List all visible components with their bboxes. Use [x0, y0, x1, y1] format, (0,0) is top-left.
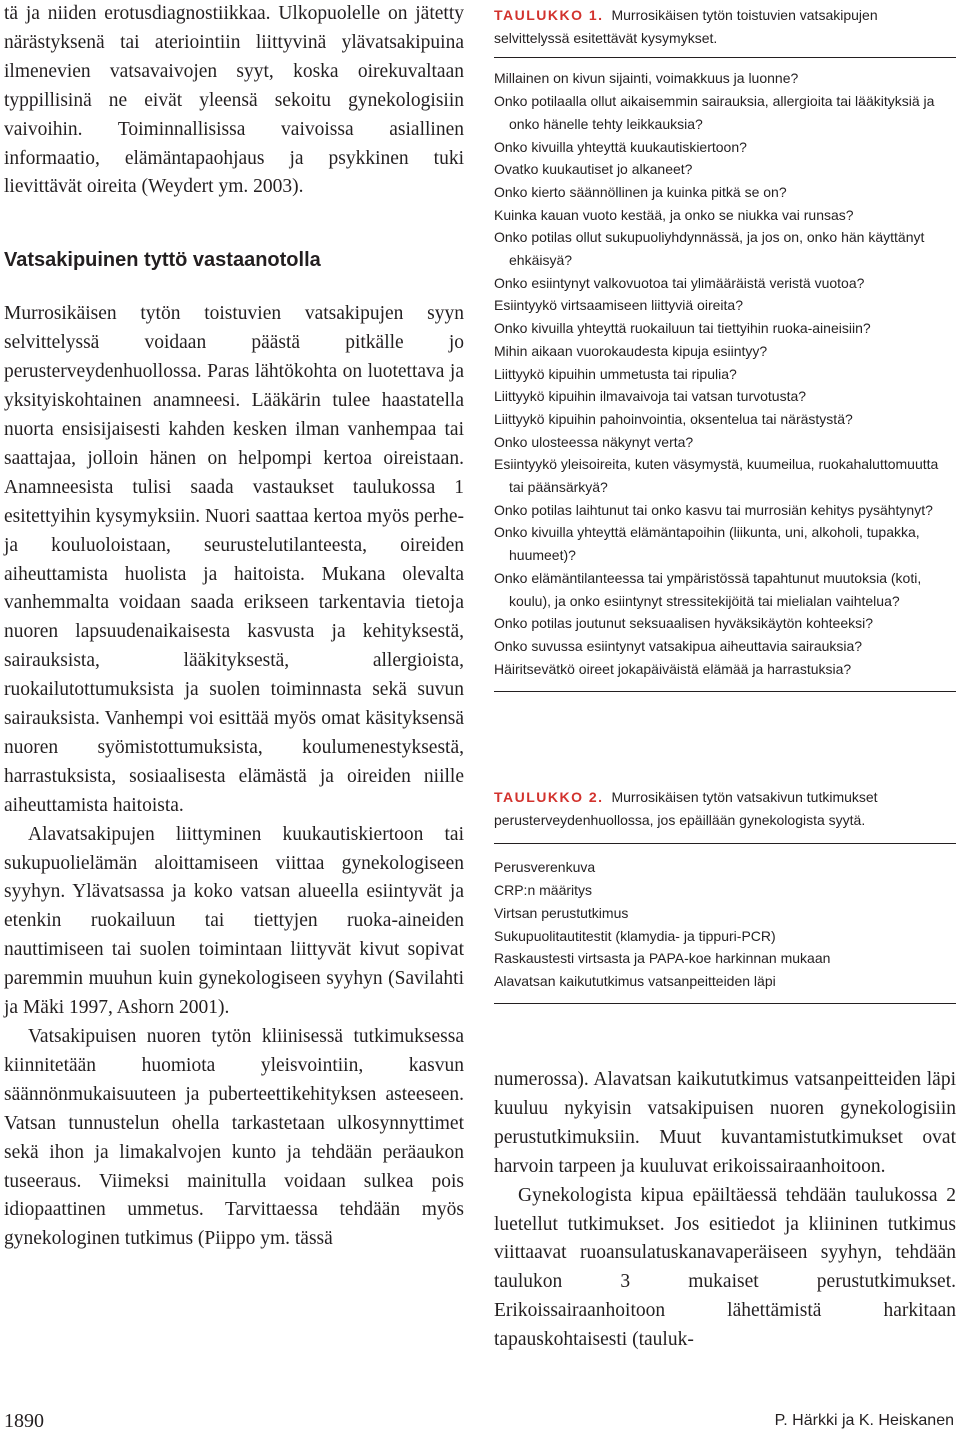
- table-item: Onko ulosteessa näkynyt verta?: [494, 433, 694, 450]
- table-item: Perusverenkuva: [494, 859, 596, 876]
- body-paragraph: Murrosikäisen tytön toistuvien vatsakipujen syyn selvittelyssä voidaan päästä pitkälle jo perusterveydenhuollossa. Paras lähtökohta on luotettava ja yksityiskohtainen anamneesi. Lääkärin tulee haastatella nuorta ensisijaisesti kahden kesken ilman vanhempaa tai saattajaa, jolloin hänen on helpompi kertoa oireistaan. Anamneesista tulisi saada vastaukset taulukossa 1 esitettyihin kysymyksiin. Nuori saattaa kertoa myös perhe- ja kouluoloistaan, seurustelutilanteesta, oireiden aiheuttamista huolista ja haitoista. Mukana olevalta vanhemmalta voidaan saada erikseen tarkentavia tietoja nuoren lapsuudenaikaisesta kasvusta ja kehityksestä, sairauksista, lääkityksestä, allergioista, ruokailutottumuksista ja suolen toiminnasta sekä suvun sairauksista. Vanhempi voi esittää myös omat käsityksensä nuoren syömistottumuksista, koulumenestyksestä, harrastuksista, sosiaalisesta elämästä ja oireiden niille aiheuttamista haitoista.: [4, 303, 464, 816]
- table-item: Onko kivuilla yhteyttä elämäntapoihin (liikunta, uni, alkoholi, tupakka, huumeet)?: [494, 524, 920, 564]
- table-label: TAULUKKO 2.: [494, 789, 604, 805]
- table-item: Raskaustesti virtsasta ja PAPA-koe harkinnan mukaan: [494, 950, 831, 967]
- table-item: Alavatsan kaikututkimus vatsanpeitteiden läpi: [494, 972, 776, 989]
- table-item: Ovatko kuukautiset jo alkaneet?: [494, 161, 693, 178]
- table-item: Onko suvussa esiintynyt vatsakipua aiheuttavia sairauksia?: [494, 637, 863, 654]
- table-bottom-rule: [494, 691, 956, 692]
- table-item: Sukupuolitautitestit (klamydia- ja tippuri-PCR): [494, 927, 776, 944]
- body-paragraph: Vatsakipuisen nuoren tytön kliinisessä tutkimuksessa kiinnitetään huomiota yleisvointiin, kasvun säännönmukaisuuteen ja puberteettikehityksen asteeseen. Vatsan tunnustelun ohella tarkastetaan ulkosynnyttimet sekä ihon ja limakalvojen kunto ja tehdään peräaukon tuseeraus. Viimeksi mainitulla voidaan sulkea pois idiopaattinen ummetus. Tarvittaessa tehdään myös gynekologinen tutkimus (Piippo ym. tässä: [4, 1026, 464, 1250]
- table-item: CRP:n määritys: [494, 882, 593, 899]
- table-item: Onko kivuilla yhteyttä kuukautiskiertoon?: [494, 138, 747, 155]
- table-item: Esiintyykö virtsaamiseen liittyviä oireita?: [494, 297, 743, 314]
- table-item: Onko potilas laihtunut tai onko kasvu tai murrosiän kehitys pysähtynyt?: [494, 501, 933, 518]
- table-item: Onko elämäntilanteessa tai ympäristössä tapahtunut muutoksia (koti, koulu), ja onko esiintynyt stressitekijöitä tai mielialan vaihtelua?: [494, 569, 922, 609]
- body-paragraph: Alavatsakipujen liittyminen kuukautiskiertoon tai sukupuolielämän aloittamiseen viittaa gynekologiseen syyhyn. Ylävatsassa ja koko vatsan alueella esiintyvät ja etenkin ruokailuun tai tiettyjen ruoka-aineiden nauttimiseen tai suolen toimintaan liittyvät kivut sopivat paremmin muuhun kuin gynekologiseen syyhyn (Savilahti ja Mäki 1997, Ashorn 2001).: [4, 823, 464, 1019]
- table-caption: [494, 4, 956, 57]
- table-item: Onko kierto säännöllinen ja kuinka pitkä se on?: [494, 183, 787, 200]
- author-credit: P. Härkki ja K. Heiskanen: [774, 1412, 954, 1429]
- table-1-items: [494, 58, 956, 691]
- table-1: [494, 4, 956, 692]
- table-label: TAULUKKO 1.: [494, 7, 604, 23]
- table-item: Virtsan perustutkimus: [494, 904, 629, 921]
- table-item: Liittyykö kipuihin ilmavaivoja tai vatsan turvotusta?: [494, 388, 807, 405]
- table-item: Häiritsevätkö oireet jokapäiväistä elämää ja harrastuksia?: [494, 660, 852, 677]
- table-item: Onko esiintynyt valkovuotoa tai ylimääräistä veristä vuotoa?: [494, 274, 865, 291]
- table-item: Liittyykö kipuihin pahoinvointia, oksentelua tai närästystä?: [494, 410, 853, 427]
- section-heading: Vatsakipuinen tyttö vastaanotolla: [4, 249, 321, 272]
- page-number: 1890: [4, 1410, 44, 1432]
- table-item: Esiintyykö yleisoireita, kuten väsymystä, kuumeilua, ruokahaluttomuutta tai päänsärkyä?: [494, 456, 939, 496]
- body-paragraph: Gynekologista kipua epäiltäessä tehdään taulukossa 2 luetellut tutkimukset. Jos esitiedot ja kliininen tutkimus viittaavat ruoansulatuskanavaperäiseen syyhyn, tehdään taulukon 3 mukaiset perustutkimukset. Erikoissairaanhoitoon lähettämistä harkitaan tapauskohtaisesti (tauluk-: [494, 1184, 956, 1351]
- table-caption-text: Murrosikäisen tytön toistuvien vatsakipujen selvittelyssä esitettävät kysymykset.: [494, 7, 878, 46]
- table-item: Onko potilas joutunut seksuaalisen hyväksikäytön kohteeksi?: [494, 615, 873, 632]
- left-column: [4, 0, 464, 1254]
- table-2-items: [494, 844, 956, 1002]
- table-item: Onko kivuilla yhteyttä ruokailuun tai tiettyihin ruoka-aineisiin?: [494, 320, 871, 337]
- body-paragraph: tä ja niiden erotusdiagnostiikkaa. Ulkopuolelle on jätetty närästyksenä tai ateriointiin liittyvinä ylävatsakipuina ilmenevien vatsavaivojen syyt, koska oirekuvaltaan typpillisinä ne eivät yleensä sekoitu gynekologisiin vaivoihin. Toiminnallisissa vaivoissa asiallinen informaatio, elämäntapaohjaus ja psykkinen tuki lievittävät oireita (Weydert ym. 2003).: [4, 3, 464, 198]
- right-column-body: [494, 1066, 956, 1355]
- table-caption: [494, 786, 956, 843]
- table-2: [494, 786, 956, 1004]
- table-item: Liittyykö kipuihin ummetusta tai ripulia?: [494, 365, 737, 382]
- table-item: Onko potilaalla ollut aikaisemmin sairauksia, allergioita tai lääkityksiä ja onko hänelle tehty leikkauksia?: [494, 93, 935, 132]
- body-paragraph: numerossa). Alavatsan kaikututkimus vatsanpeitteiden läpi kuuluu nykyisin vatsakipuisen nuoren gynekologisiin perustutkimuksiin. Muut kuvantamistutkimukset ovat harvoin tarpeen ja kuuluvat erikoissairaanhoitoon.: [494, 1069, 956, 1177]
- table-item: Millainen on kivun sijainti, voimakkuus ja luonne?: [494, 70, 799, 87]
- table-item: Kuinka kauan vuoto kestää, ja onko se niukka vai runsas?: [494, 206, 854, 223]
- table-caption-text: Murrosikäisen tytön vatsakivun tutkimukset perusterveydenhuollossa, jos epäillään gynekologista syytä.: [494, 789, 878, 828]
- table-bottom-rule: [494, 1003, 956, 1004]
- table-item: Mihin aikaan vuorokaudesta kipuja esiintyy?: [494, 342, 768, 359]
- table-item: Onko potilas ollut sukupuoliyhdynnässä, ja jos on, onko hän käyttänyt ehkäisyä?: [494, 229, 925, 269]
